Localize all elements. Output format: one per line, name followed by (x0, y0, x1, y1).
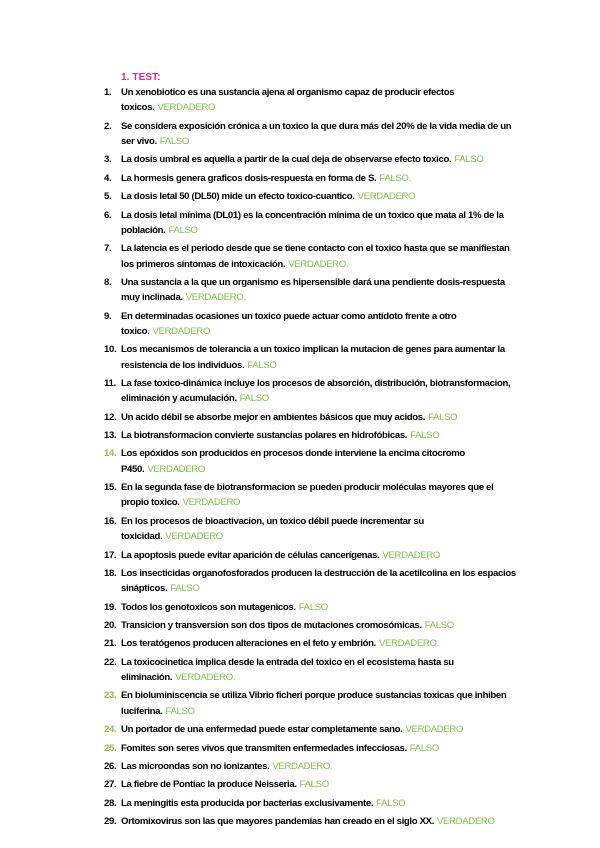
answer-label: FALSO (298, 601, 328, 613)
question-text: Un portador de una enfermedad puede estar completamente sano. (121, 724, 403, 736)
question-number: 22. (104, 656, 117, 668)
question-number: 12. (104, 411, 117, 423)
answer-label: VERDADERO (157, 102, 216, 114)
question-number: 26. (104, 760, 117, 772)
question-number: 20. (104, 619, 117, 631)
question-item (104, 814, 518, 829)
question-item (104, 446, 518, 477)
answer-label: FALSO (454, 154, 484, 166)
question-number: 13. (104, 430, 117, 442)
question-number: 19. (104, 601, 117, 613)
question-number: 1. (104, 87, 112, 98)
question-item (104, 796, 518, 811)
question-number: 10. (104, 344, 117, 356)
answer-label: FALSO (170, 583, 200, 595)
question-number: 17. (104, 549, 117, 561)
answer-label: VERDADERO (165, 531, 223, 543)
question-text: En bioluminiscencia se utiliza Vibrio ficheri porque produce sustancias toxicas que inhiben luciferina. (121, 690, 507, 717)
question-item (104, 688, 518, 719)
question-item (104, 759, 518, 774)
question-number: 3. (104, 154, 112, 166)
question-number: 5. (104, 191, 112, 203)
question-text: La fiebre de Pontiac la produce Neisseria. (121, 779, 297, 791)
question-number: 11. (104, 377, 116, 389)
question-item (104, 600, 518, 615)
question-text: Los teratógenos producen alteraciones en el feto y embrión. (121, 638, 376, 650)
question-item (104, 428, 518, 443)
question-text: La apoptosis puede evitar aparición de células cancerígenas. (121, 549, 380, 561)
question-text: La meningitis esta producida por bacterias exclusivamente. (121, 797, 374, 809)
question-item (104, 618, 518, 633)
answer-label: VERDADERO (405, 724, 464, 736)
question-number: 28. (104, 797, 117, 809)
question-item (104, 566, 518, 597)
question-number: 15. (104, 482, 117, 494)
question-number: 6. (104, 209, 112, 221)
question-item (104, 275, 518, 306)
answer-label: FALSO (159, 135, 189, 147)
answer-label: VERDADERO. (272, 760, 333, 772)
question-item (104, 189, 518, 204)
question-number: 24. (104, 724, 117, 736)
answer-label: FALSO (376, 797, 406, 809)
question-number: 18. (104, 567, 117, 579)
question-number: 8. (104, 276, 112, 288)
question-number: 16. (104, 515, 117, 527)
question-number: 2. (104, 120, 112, 132)
question-text: Los mecanismos de tolerancia a un toxico implican la mutacion de genes para aumentar la resistencia de los individuos. (121, 344, 505, 371)
question-item (104, 636, 518, 651)
question-item (104, 480, 518, 511)
question-text: En los procesos de bioactivacion, un toxico débil puede incrementar su toxicidad. (121, 515, 424, 543)
question-item (104, 722, 518, 737)
question-text: En la segunda fase de biotransformacion se pueden producir moléculas mayores que el propio toxico. (121, 482, 494, 509)
question-item (104, 741, 518, 756)
question-number: 25. (104, 742, 117, 754)
answer-label: FALSO (424, 619, 454, 631)
question-item (104, 655, 518, 686)
answer-label: VERDADERO (182, 497, 241, 509)
question-number: 9. (104, 310, 112, 322)
answer-label: VERDADERO (437, 816, 495, 828)
answer-label: VERDADERO (382, 549, 441, 561)
question-text: La hormesis genera graficos dosis-respuesta en forma de S. (121, 172, 377, 184)
question-text: La fase toxico-dinámica incluye los procesos de absorción, distribución, biotransformacion, eliminación y acumulación. (121, 377, 511, 405)
question-text: Un acido débil se absorbe mejor en ambientes básicos que muy acidos. (121, 411, 426, 423)
question-text: Los insecticidas organofosforados producen la destrucción de la acetilcolina en los espacios sinápticos. (121, 567, 516, 595)
question-item (104, 208, 518, 239)
answer-label: VERDADERO. (175, 672, 236, 684)
question-item (104, 152, 518, 167)
answer-label: VERDADERO (357, 191, 416, 203)
question-text: Todos los genotoxicos son mutagenicos. (121, 601, 296, 613)
question-text: La dosis letal 50 (DL50) mide un efecto toxico-cuantico. (121, 191, 355, 203)
question-text: Fomites son seres vivos que transmiten enfermedades infecciosas. (121, 742, 407, 754)
question-text: Transicion y transversion son dos tipos de mutaciones cromosómicas. (121, 619, 422, 631)
question-number: 7. (104, 243, 112, 255)
question-number: 14. (104, 448, 117, 460)
answer-label: VERDADERO. (378, 638, 439, 650)
test-heading: 1. TEST: (121, 72, 161, 83)
question-item (104, 548, 518, 563)
question-text: La latencia es el periodo desde que se tiene contacto con el toxico hasta que se manifiestan los primeros síntomas de intoxicación. (121, 243, 510, 270)
question-text: La biotransformacion convierte sustancias polares en hidrofóbicas. (121, 430, 408, 442)
answer-label: VERDADERO (147, 463, 205, 475)
question-item (104, 119, 518, 150)
answer-label: FALSO (409, 742, 439, 754)
question-text: La toxicocinetica implica desde la entrada del toxico en el ecosistema hasta su eliminación. (121, 656, 454, 684)
question-number: 4. (104, 172, 112, 184)
answer-label: VERDADERO. (288, 258, 349, 270)
answer-label: FALSO (247, 359, 277, 371)
question-item (104, 171, 518, 186)
question-number: 27. (104, 779, 117, 791)
question-text: Los epóxidos son producidos en procesos donde interviene la encima citocromo P450. (121, 448, 465, 475)
question-text: Un xenobiotico es una sustancia ajena al organismo capaz de producir efectos toxicos. (121, 87, 455, 114)
answer-label: FALSO (168, 224, 198, 236)
question-item (104, 410, 518, 425)
question-item (104, 241, 518, 272)
answer-label: FALSO (165, 705, 195, 717)
answer-label: FALSO. (379, 172, 411, 184)
question-text: Las microondas son no ionizantes. (121, 760, 270, 772)
question-text: Una sustancia a la que un organismo es hipersensible dará una pendiente dosis-respuesta muy inclinada. (121, 276, 505, 304)
answer-label: VERDADERO (152, 325, 211, 337)
question-item (104, 514, 518, 545)
question-number: 21. (104, 638, 117, 650)
question-text: Ortomixovirus son las que mayores pandemias han creado en el siglo XX. (121, 816, 434, 828)
answer-label: FALSO (428, 411, 458, 423)
question-text: La dosis umbral es aquella a partir de la cual deja de observarse efecto toxico. (121, 154, 452, 166)
answer-label: FALSO (410, 430, 440, 442)
answer-label: FALSO (239, 393, 269, 405)
question-item (104, 777, 518, 792)
question-item (104, 342, 518, 373)
question-text: La dosis letal mínima (DL01) es la concentración mínima de un toxico que mata al 1% de la población. (121, 209, 504, 236)
question-list (104, 85, 518, 832)
question-text: Se considera exposición crónica a un toxico la que dura más del 20% de la vida media de un ser vivo. (121, 120, 512, 147)
question-item (104, 376, 518, 407)
question-number: 23. (104, 690, 117, 702)
answer-label: VERDADERO. (185, 292, 246, 304)
question-text: En determinadas ocasiones un toxico puede actuar como antídoto frente a otro toxico. (121, 310, 457, 337)
answer-label: FALSO (299, 779, 329, 791)
question-item (104, 85, 518, 116)
question-number: 29. (104, 816, 117, 828)
question-item (104, 309, 518, 340)
